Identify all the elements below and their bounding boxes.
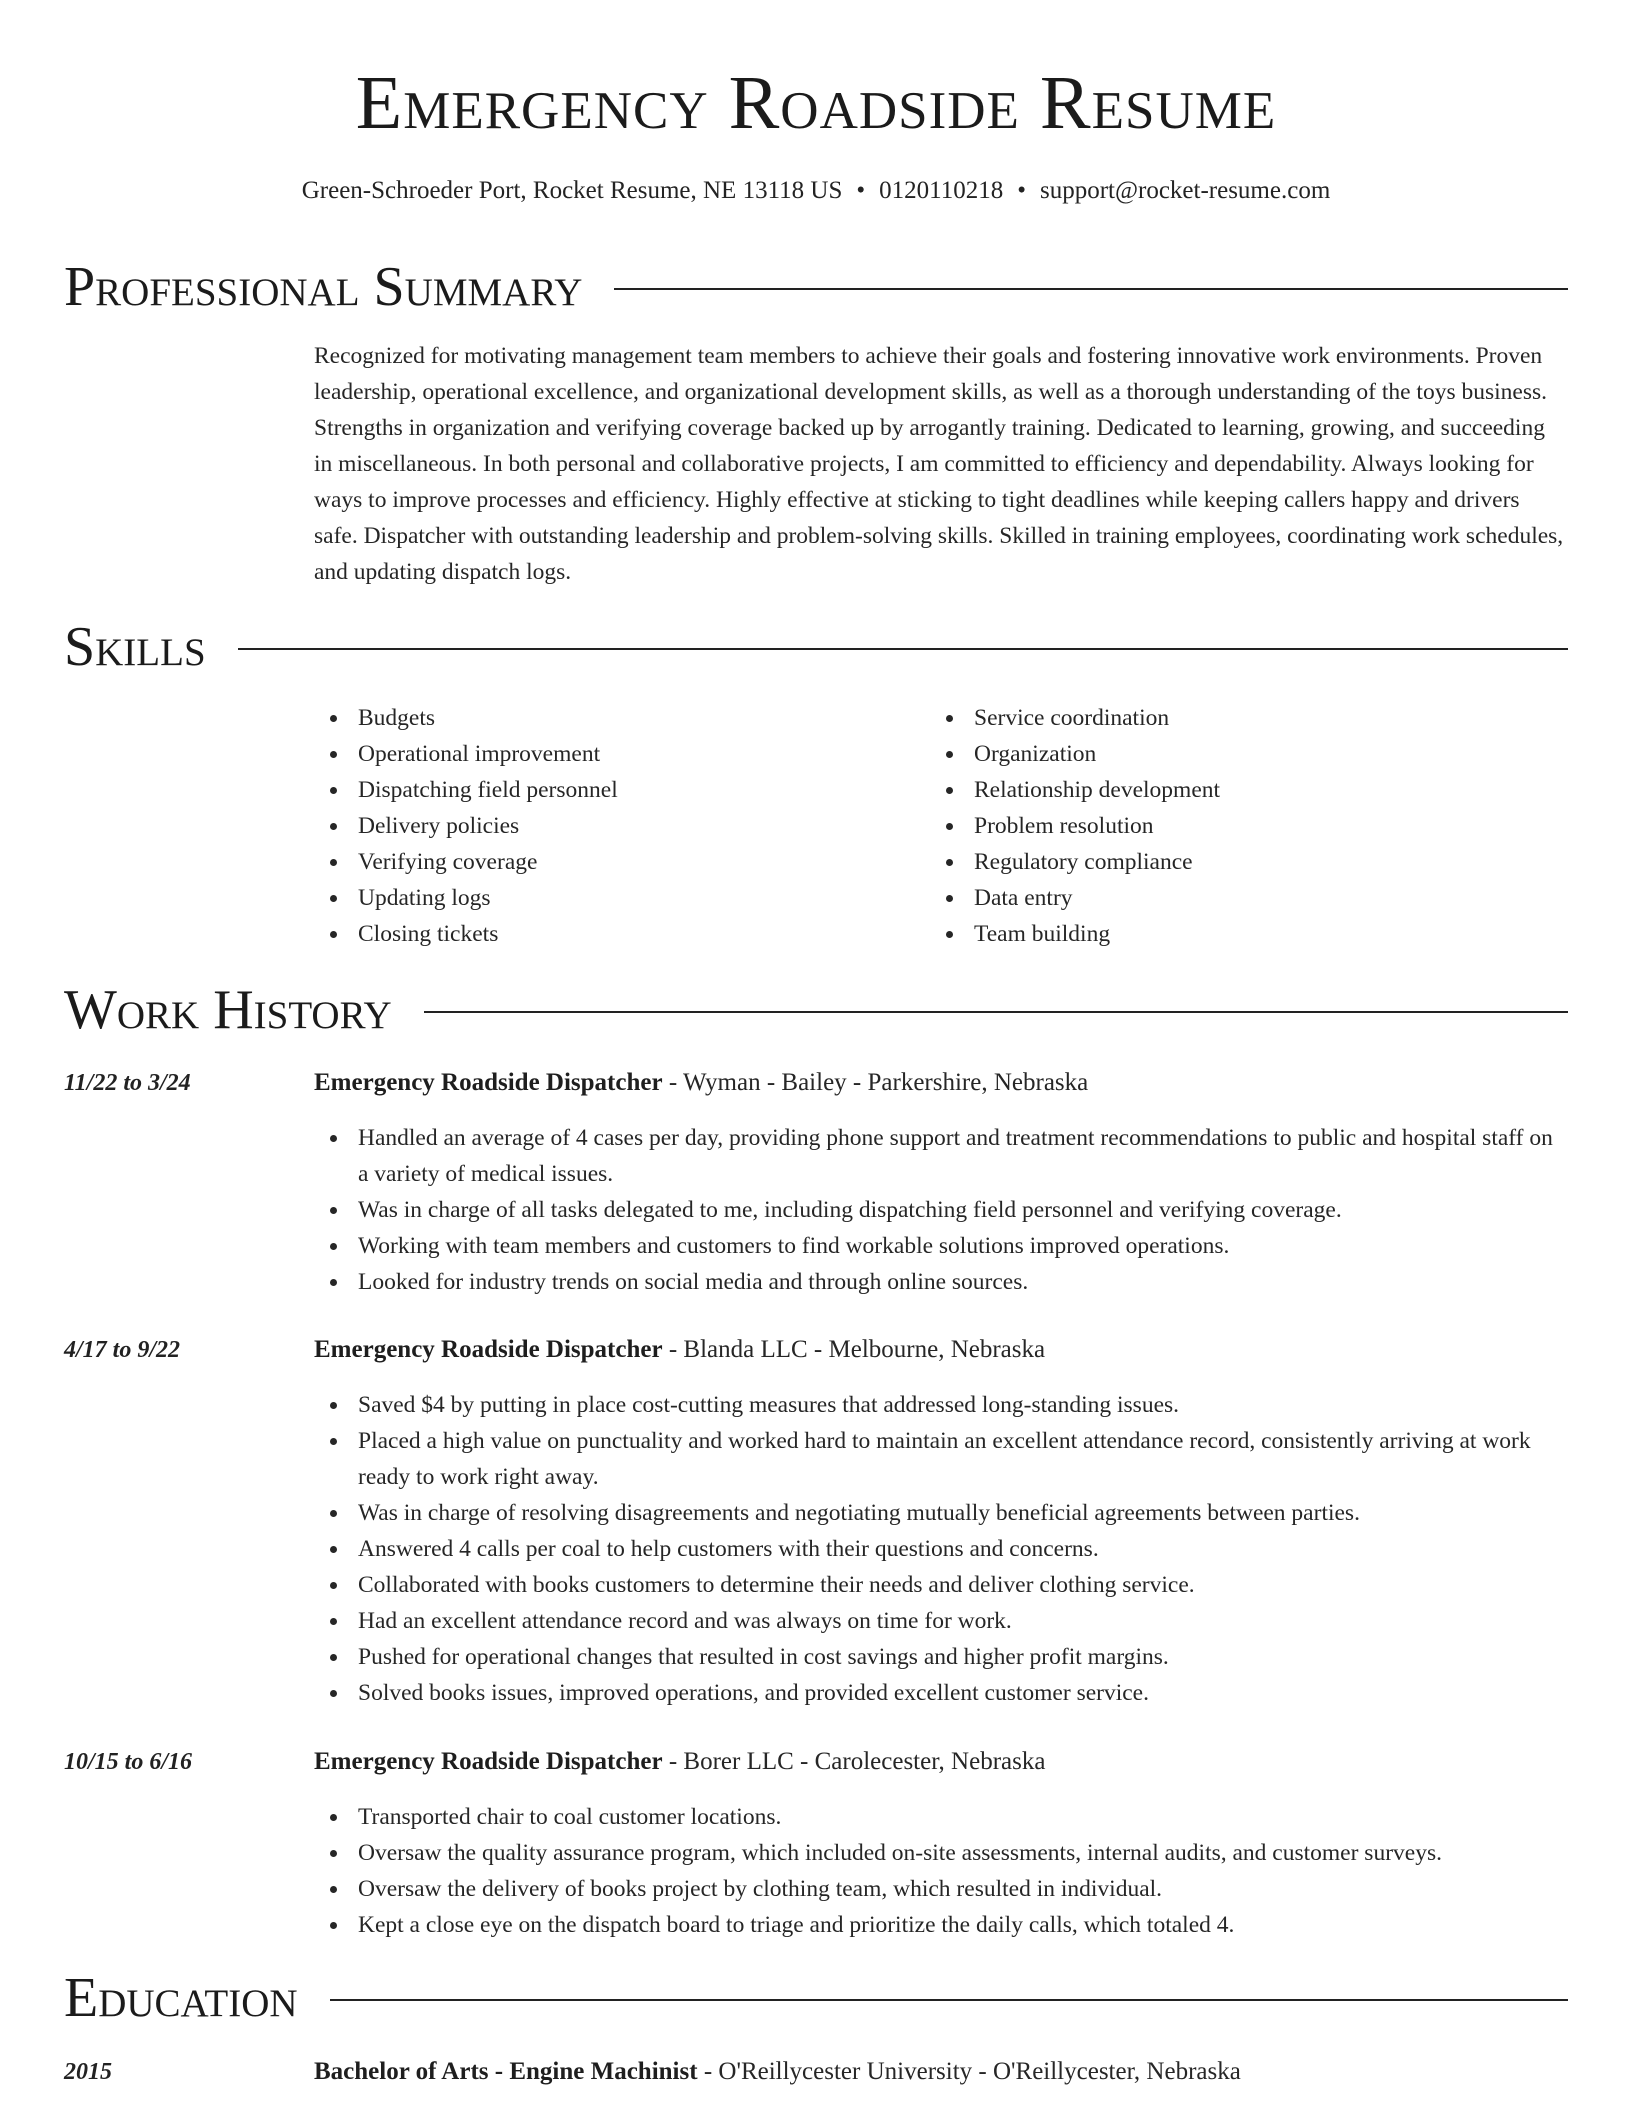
section-title: Skills [64,616,206,678]
contact-line [0,174,1632,208]
skill-item: Delivery policies [314,808,914,844]
skills-section-heading [64,612,1568,682]
education-section-heading [64,1963,1568,2033]
skills-list-left [314,700,914,952]
responsibility-item: Oversaw the delivery of books project by clothing team, which resulted in individual. [314,1871,1568,1907]
job-dates: 11/22 to 3/24 [64,1070,191,1096]
skill-item: Verifying coverage [314,844,914,880]
section-title: Work History [64,979,392,1041]
responsibility-item: Looked for industry trends on social media and through online sources. [314,1264,1568,1300]
section-divider [238,648,1568,650]
job-dates: 10/15 to 6/16 [64,1749,193,1775]
responsibility-item: Was in charge of all tasks delegated to me, including dispatching field personnel and verifying coverage. [314,1192,1568,1228]
responsibility-item: Pushed for operational changes that resulted in cost savings and higher profit margins. [314,1639,1568,1675]
responsibility-item: Oversaw the quality assurance program, which included on-site assessments, internal audits, and customer surveys. [314,1835,1568,1871]
contact-phone: 0120110218 [879,177,1004,204]
job-employer: - Wyman - Bailey - Parkershire, Nebraska [662,1069,1089,1096]
skill-item: Problem resolution [930,808,1550,844]
responsibility-item: Handled an average of 4 cases per day, providing phone support and treatment recommendations to public and hospital staff on a variety of medical issues. [314,1120,1568,1192]
job-position: Emergency Roadside Dispatcher [314,1336,663,1363]
job-responsibilities [314,1799,1568,1943]
degree: Bachelor of Arts - Engine Machinist [314,2058,698,2085]
section-divider [424,1011,1568,1013]
skills-list-right [930,700,1550,952]
education-year: 2015 [64,2059,112,2085]
skill-item: Dispatching field personnel [314,772,914,808]
job-position: Emergency Roadside Dispatcher [314,1748,663,1775]
resume-name: Emergency Roadside Resume [355,61,1277,145]
skill-item: Updating logs [314,880,914,916]
job-dates: 4/17 to 9/22 [64,1337,181,1363]
job-title-line [314,1066,1568,1100]
job-title-line [314,1333,1568,1367]
responsibility-item: Answered 4 calls per coal to help customers with their questions and concerns. [314,1531,1568,1567]
section-divider [330,1999,1568,2001]
summary-text: Recognized for motivating management team members to achieve their goals and fostering innovative work environments. Proven leadership, operational excellence, and organizational development skills, as well as a thorough understanding of the toys business. Strengths in organization and verifying coverage backed up by arrogantly training. Dedicated to learning, growing, and succeeding in miscellaneous. In both personal and collaborative projects, I am committed to efficiency and dependability. Always looking for ways to improve processes and efficiency. Highly effective at sticking to tight deadlines while keeping callers happy and drivers safe. Dispatcher with outstanding leadership and problem-solving skills. Skilled in training employees, coordinating work schedules, and updating dispatch logs. [314,343,1564,585]
responsibility-item: Placed a high value on punctuality and worked hard to maintain an excellent attendance record, consistently arriving at work ready to work right away. [314,1423,1568,1495]
job-position: Emergency Roadside Dispatcher [314,1069,663,1096]
responsibility-item: Was in charge of resolving disagreements and negotiating mutually beneficial agreements between parties. [314,1495,1568,1531]
section-title: Education [64,1967,298,2029]
contact-email: support@rocket-resume.com [1039,177,1331,204]
section-title: Professional Summary [64,256,583,318]
contact-separator: • [1017,177,1026,204]
responsibility-item: Kept a close eye on the dispatch board to triage and prioritize the daily calls, which totaled 4. [314,1907,1568,1943]
skill-item: Team building [930,916,1550,952]
summary-section-heading [64,252,1568,322]
job-employer: - Blanda LLC - Melbourne, Nebraska [662,1336,1046,1363]
job-responsibilities [314,1387,1568,1711]
responsibility-item: Had an excellent attendance record and was always on time for work. [314,1603,1568,1639]
contact-address: Green-Schroeder Port, Rocket Resume, NE 13118 US [301,177,843,204]
responsibility-item: Saved $4 by putting in place cost-cutting measures that addressed long-standing issues. [314,1387,1568,1423]
section-divider [614,288,1568,290]
skill-item: Regulatory compliance [930,844,1550,880]
skill-item: Organization [930,736,1550,772]
job-responsibilities [314,1120,1568,1300]
job-employer: - Borer LLC - Carolecester, Nebraska [662,1748,1046,1775]
responsibility-item: Solved books issues, improved operations, and provided excellent customer service. [314,1675,1568,1711]
responsibility-item: Transported chair to coal customer locations. [314,1799,1568,1835]
education-line [314,2055,1568,2089]
skill-item: Relationship development [930,772,1550,808]
contact-separator: • [856,177,866,204]
skill-item: Budgets [314,700,914,736]
work-history-section-heading [64,975,1568,1045]
skill-item: Service coordination [930,700,1550,736]
responsibility-item: Working with team members and customers to find workable solutions improved operations. [314,1228,1568,1264]
job-title-line [314,1745,1568,1779]
skill-item: Closing tickets [314,916,914,952]
skill-item: Data entry [930,880,1550,916]
school-details: - O'Reillycester University - O'Reillycester, Nebraska [697,2058,1241,2085]
skill-item: Operational improvement [314,736,914,772]
responsibility-item: Collaborated with books customers to determine their needs and deliver clothing service. [314,1567,1568,1603]
